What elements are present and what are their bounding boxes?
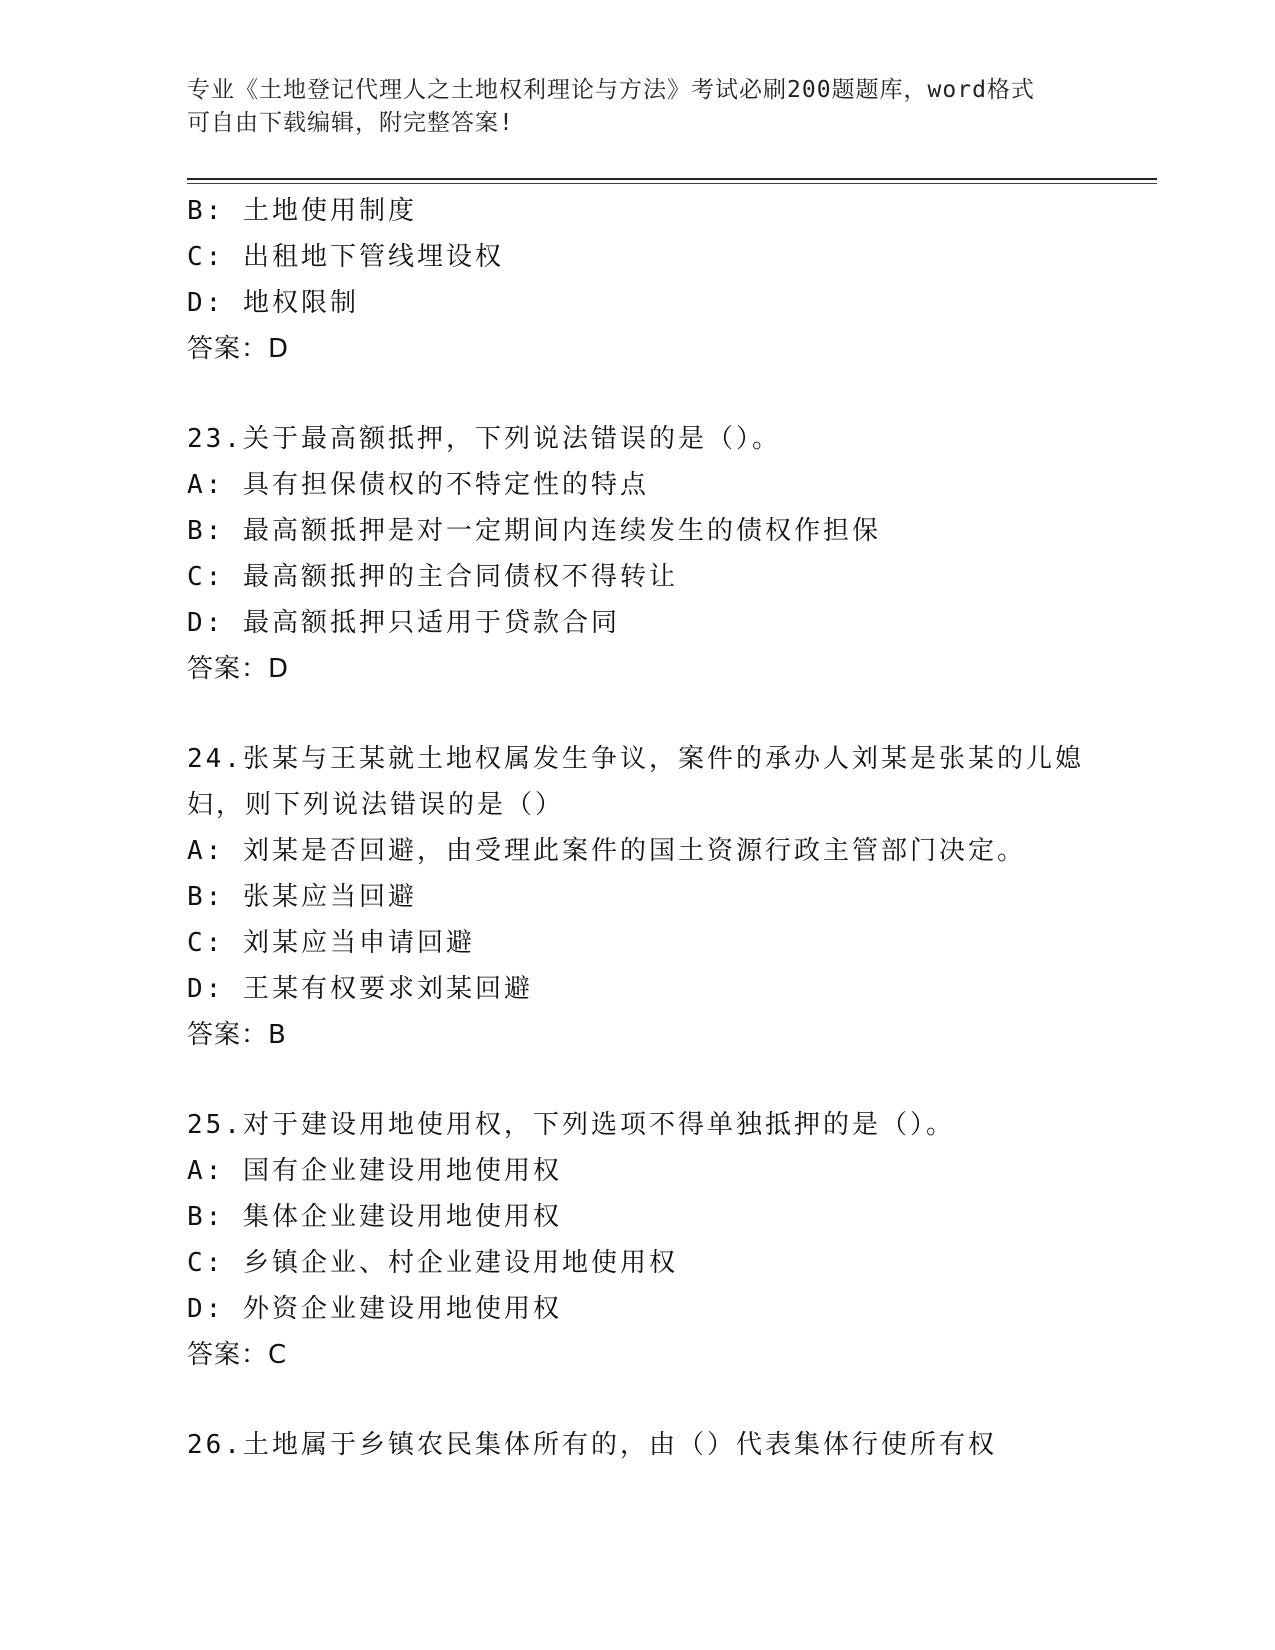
option-d: D: 最高额抵押只适用于贷款合同 bbox=[187, 608, 620, 638]
answer-line: 答案：D bbox=[187, 334, 290, 364]
option-a: A: 具有担保债权的不特定性的特点 bbox=[187, 470, 649, 500]
option-b: B: 集体企业建设用地使用权 bbox=[187, 1202, 562, 1232]
answer-line: 答案：C bbox=[187, 1340, 288, 1370]
document-header bbox=[187, 74, 1087, 140]
option-c: C: 刘某应当申请回避 bbox=[187, 928, 475, 958]
question-stem: 25.对于建设用地使用权，下列选项不得单独抵押的是（）。 bbox=[187, 1110, 955, 1140]
option-a: A: 国有企业建设用地使用权 bbox=[187, 1156, 562, 1186]
option-c: C: 出租地下管线埋设权 bbox=[187, 242, 504, 272]
option-b: B: 土地使用制度 bbox=[187, 196, 417, 226]
header-divider-thick bbox=[187, 178, 1157, 180]
spacer bbox=[187, 1058, 1157, 1102]
option-d: D: 王某有权要求刘某回避 bbox=[187, 974, 533, 1004]
question-23 bbox=[187, 416, 1157, 692]
spacer bbox=[187, 1378, 1157, 1422]
option-c: C: 乡镇企业、村企业建设用地使用权 bbox=[187, 1248, 678, 1278]
spacer bbox=[187, 692, 1157, 736]
question-24 bbox=[187, 736, 1157, 1058]
header-divider-thin bbox=[187, 183, 1157, 184]
question-stem: 26.土地属于乡镇农民集体所有的，由（）代表集体行使所有权 bbox=[187, 1430, 997, 1460]
spacer bbox=[187, 372, 1157, 416]
option-b: B: 最高额抵押是对一定期间内连续发生的债权作担保 bbox=[187, 516, 881, 546]
question-25 bbox=[187, 1102, 1157, 1378]
header-line-1: 专业《土地登记代理人之土地权利理论与方法》考试必刷200题题库，word格式 bbox=[187, 77, 1035, 103]
option-d: D: 地权限制 bbox=[187, 288, 359, 318]
option-a: A: 刘某是否回避，由受理此案件的国土资源行政主管部门决定。 bbox=[187, 836, 1026, 866]
question-content bbox=[187, 188, 1157, 1468]
question-22-continued bbox=[187, 188, 1157, 372]
option-d: D: 外资企业建设用地使用权 bbox=[187, 1294, 562, 1324]
question-stem-line-2: 妇，则下列说法错误的是（） bbox=[187, 790, 565, 820]
answer-line: 答案：B bbox=[187, 1020, 287, 1050]
question-stem: 23.关于最高额抵押，下列说法错误的是（）。 bbox=[187, 424, 781, 454]
answer-line: 答案：D bbox=[187, 654, 290, 684]
header-line-2: 可自由下载编辑，附完整答案! bbox=[187, 110, 514, 136]
question-26 bbox=[187, 1422, 1157, 1468]
question-stem-line-1: 24.张某与王某就土地权属发生争议，案件的承办人刘某是张某的儿媳 bbox=[187, 744, 1084, 774]
option-c: C: 最高额抵押的主合同债权不得转让 bbox=[187, 562, 678, 592]
option-b: B: 张某应当回避 bbox=[187, 882, 417, 912]
